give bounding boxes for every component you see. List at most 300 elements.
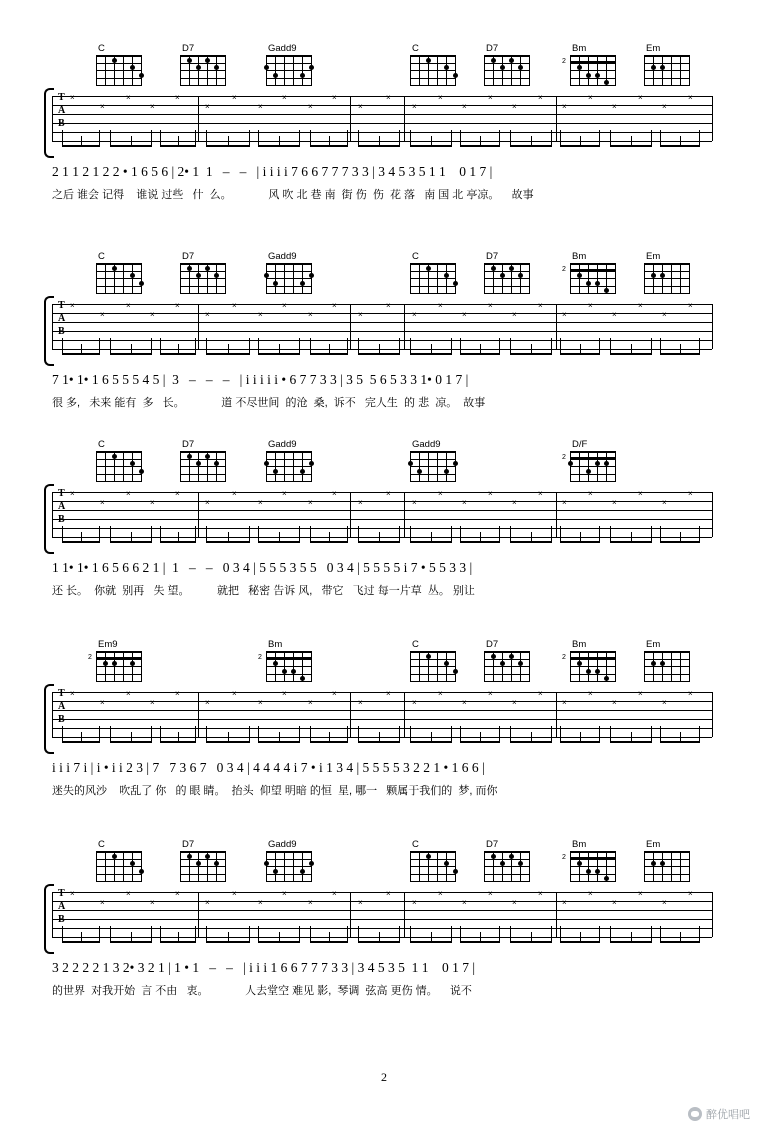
mute-x: × bbox=[438, 689, 443, 698]
chord-dot bbox=[205, 266, 210, 271]
mute-x: × bbox=[386, 301, 391, 310]
fret-number: 2 bbox=[562, 654, 566, 661]
mute-x: × bbox=[282, 301, 287, 310]
chord-dot bbox=[595, 73, 600, 78]
mute-x: × bbox=[232, 489, 237, 498]
fret-number: 2 bbox=[562, 266, 566, 273]
tab-letter: A bbox=[58, 501, 66, 512]
chord-dot bbox=[130, 461, 135, 466]
chord-dot bbox=[586, 869, 591, 874]
mute-x: × bbox=[588, 301, 593, 310]
chord-dot bbox=[595, 461, 600, 466]
mute-x: × bbox=[358, 310, 363, 319]
mute-x: × bbox=[175, 689, 180, 698]
chord-dot bbox=[426, 58, 431, 63]
mute-x: × bbox=[562, 498, 567, 507]
chord-name: D7 bbox=[486, 839, 499, 850]
chord-diagram bbox=[96, 252, 150, 294]
chord-dot bbox=[291, 669, 296, 674]
tab-letter: T bbox=[58, 688, 65, 699]
chord-dot bbox=[426, 266, 431, 271]
chord-dot bbox=[577, 861, 582, 866]
chord-dot bbox=[139, 869, 144, 874]
mute-x: × bbox=[512, 310, 517, 319]
mute-x: × bbox=[386, 93, 391, 102]
chord-diagram bbox=[266, 440, 320, 482]
mute-x: × bbox=[538, 689, 543, 698]
chord-grid bbox=[484, 263, 530, 294]
mute-x: × bbox=[332, 301, 337, 310]
mute-x: × bbox=[232, 689, 237, 698]
chord-dot bbox=[205, 854, 210, 859]
chord-grid bbox=[484, 651, 530, 682]
tab-letter: B bbox=[58, 118, 65, 129]
chord-dot bbox=[130, 661, 135, 666]
mute-x: × bbox=[175, 889, 180, 898]
chord-name: Em9 bbox=[98, 639, 118, 650]
chord-diagram bbox=[644, 840, 698, 882]
mute-x: × bbox=[70, 301, 75, 310]
mute-x: × bbox=[412, 698, 417, 707]
mute-x: × bbox=[512, 102, 517, 111]
mute-x: × bbox=[308, 310, 313, 319]
mute-x: × bbox=[70, 93, 75, 102]
mute-x: × bbox=[688, 689, 693, 698]
fret-number: 2 bbox=[258, 654, 262, 661]
chord-dot bbox=[453, 73, 458, 78]
chord-name: Em bbox=[646, 639, 661, 650]
mute-x: × bbox=[205, 310, 210, 319]
mute-x: × bbox=[258, 498, 263, 507]
numbered-notation: 1 1• 1• 1 6 5 6 6 2 1 | 1 – – 0 3 4 | 5 5 5 3 5 5 0 3 4 | 5 5 5 5 i 7 • 5 5 3 3 | bbox=[52, 560, 473, 575]
chord-dot bbox=[196, 461, 201, 466]
music-system bbox=[0, 439, 768, 597]
chord-dot bbox=[604, 80, 609, 85]
chord-dot bbox=[214, 273, 219, 278]
chord-grid bbox=[644, 55, 690, 86]
chord-name: D/F bbox=[572, 439, 588, 450]
chord-dot bbox=[139, 73, 144, 78]
chord-diagram bbox=[410, 44, 464, 86]
chord-name: C bbox=[98, 439, 105, 450]
tab-staff bbox=[0, 686, 768, 748]
chord-dot bbox=[651, 273, 656, 278]
mute-x: × bbox=[612, 898, 617, 907]
mute-x: × bbox=[412, 898, 417, 907]
mute-x: × bbox=[358, 698, 363, 707]
tab-letter: B bbox=[58, 326, 65, 337]
mute-x: × bbox=[662, 898, 667, 907]
numbered-notation: i i i 7 i | i • i i 2 3 | 7 7 3 6 7 0 3 4 | 4 4 4 4 i 7 • i 1 3 4 | 5 5 5 5 3 2 2 1 • 1 6 6 | bbox=[52, 760, 485, 775]
chord-name: Em bbox=[646, 251, 661, 262]
fret-number: 2 bbox=[562, 854, 566, 861]
mute-x: × bbox=[175, 93, 180, 102]
chord-dot bbox=[417, 469, 422, 474]
chord-row bbox=[0, 252, 768, 298]
chord-grid bbox=[96, 451, 142, 482]
chord-grid bbox=[562, 55, 616, 86]
mute-x: × bbox=[100, 310, 105, 319]
mute-x: × bbox=[150, 102, 155, 111]
chord-dot bbox=[264, 461, 269, 466]
tab-letter: T bbox=[58, 300, 65, 311]
watermark bbox=[688, 1106, 750, 1122]
mute-x: × bbox=[688, 93, 693, 102]
chord-dot bbox=[604, 676, 609, 681]
chord-dot bbox=[112, 854, 117, 859]
chord-dot bbox=[577, 65, 582, 70]
mute-x: × bbox=[588, 889, 593, 898]
chord-dot bbox=[309, 861, 314, 866]
mute-x: × bbox=[688, 489, 693, 498]
chord-dot bbox=[500, 65, 505, 70]
chord-grid bbox=[96, 55, 142, 86]
mute-x: × bbox=[358, 898, 363, 907]
mute-x: × bbox=[562, 898, 567, 907]
tab-staff bbox=[0, 886, 768, 948]
chord-dot bbox=[205, 58, 210, 63]
chord-dot bbox=[500, 661, 505, 666]
mute-x: × bbox=[258, 898, 263, 907]
chord-grid bbox=[266, 263, 312, 294]
tab-letter: B bbox=[58, 914, 65, 925]
lyrics-line: 迷失的风沙 吹乱了 你 的 眼 睛。 抬头 仰望 明暗 的恒 星, 哪一 颗属于我们的 梦, 而你 bbox=[52, 785, 498, 797]
chord-grid bbox=[484, 55, 530, 86]
mute-x: × bbox=[258, 310, 263, 319]
page-number: 2 bbox=[381, 1070, 387, 1084]
chord-name: D7 bbox=[486, 639, 499, 650]
fret-number: 2 bbox=[562, 454, 566, 461]
chord-dot bbox=[444, 469, 449, 474]
chord-grid bbox=[562, 851, 616, 882]
tab-letter: T bbox=[58, 888, 65, 899]
chord-grid bbox=[410, 851, 456, 882]
chord-dot bbox=[300, 869, 305, 874]
mute-x: × bbox=[688, 301, 693, 310]
mute-x: × bbox=[412, 498, 417, 507]
chord-dot bbox=[205, 454, 210, 459]
chord-name: Bm bbox=[268, 639, 283, 650]
chord-dot bbox=[112, 58, 117, 63]
mute-x: × bbox=[538, 889, 543, 898]
mute-x: × bbox=[462, 498, 467, 507]
mute-x: × bbox=[538, 301, 543, 310]
mute-x: × bbox=[126, 689, 131, 698]
mute-x: × bbox=[332, 489, 337, 498]
tab-staff bbox=[0, 486, 768, 548]
mute-x: × bbox=[488, 93, 493, 102]
chord-dot bbox=[426, 854, 431, 859]
chord-dot bbox=[577, 661, 582, 666]
chord-dot bbox=[103, 661, 108, 666]
chord-dot bbox=[500, 861, 505, 866]
chord-diagram bbox=[410, 640, 464, 682]
chord-grid bbox=[266, 851, 312, 882]
chord-dot bbox=[660, 661, 665, 666]
chord-name: Gadd9 bbox=[268, 439, 297, 450]
chord-dot bbox=[491, 266, 496, 271]
chord-dot bbox=[577, 273, 582, 278]
chord-dot bbox=[187, 854, 192, 859]
chord-name: Bm bbox=[572, 839, 587, 850]
chord-grid bbox=[644, 263, 690, 294]
chord-dot bbox=[309, 461, 314, 466]
chord-diagram bbox=[562, 839, 624, 882]
mute-x: × bbox=[175, 301, 180, 310]
chord-name: D7 bbox=[182, 251, 195, 262]
chord-dot bbox=[196, 861, 201, 866]
chord-dot bbox=[130, 273, 135, 278]
chord-dot bbox=[444, 661, 449, 666]
mute-x: × bbox=[205, 498, 210, 507]
chord-diagram bbox=[562, 43, 624, 86]
chord-dot bbox=[214, 65, 219, 70]
chord-dot bbox=[139, 281, 144, 286]
chord-diagram bbox=[266, 840, 320, 882]
chord-diagram bbox=[180, 840, 234, 882]
tab-staff bbox=[0, 298, 768, 360]
chord-dot bbox=[196, 65, 201, 70]
fret-number: 2 bbox=[88, 654, 92, 661]
mute-x: × bbox=[512, 898, 517, 907]
chord-dot bbox=[309, 273, 314, 278]
chord-grid bbox=[88, 651, 142, 682]
chord-name: C bbox=[98, 839, 105, 850]
mute-x: × bbox=[332, 889, 337, 898]
tab-letter: T bbox=[58, 92, 65, 103]
chord-name: D7 bbox=[182, 439, 195, 450]
mute-x: × bbox=[462, 698, 467, 707]
chord-dot bbox=[595, 281, 600, 286]
mute-x: × bbox=[232, 889, 237, 898]
chord-diagram bbox=[562, 639, 624, 682]
chord-name: C bbox=[98, 43, 105, 54]
mute-x: × bbox=[588, 689, 593, 698]
tab-staff bbox=[0, 90, 768, 152]
mute-x: × bbox=[688, 889, 693, 898]
numbered-notation: 2 1 1 2 1 2 2 • 1 6 5 6 | 2• 1 1 – – | i i i i 7 6 6 7 7 7 3 3 | 3 4 5 3 5 1 1 0 1 7 | bbox=[52, 164, 493, 179]
mute-x: × bbox=[175, 489, 180, 498]
chord-diagram bbox=[96, 440, 150, 482]
chord-diagram bbox=[266, 44, 320, 86]
chord-dot bbox=[500, 273, 505, 278]
chord-name: Bm bbox=[572, 251, 587, 262]
mute-x: × bbox=[612, 102, 617, 111]
mute-x: × bbox=[488, 489, 493, 498]
chord-grid bbox=[562, 451, 616, 482]
mute-x: × bbox=[258, 102, 263, 111]
mute-x: × bbox=[150, 698, 155, 707]
mute-x: × bbox=[438, 489, 443, 498]
chord-dot bbox=[604, 461, 609, 466]
mute-x: × bbox=[282, 489, 287, 498]
chord-dot bbox=[309, 65, 314, 70]
mute-x: × bbox=[258, 698, 263, 707]
chord-dot bbox=[214, 861, 219, 866]
chord-diagram bbox=[266, 252, 320, 294]
mute-x: × bbox=[612, 698, 617, 707]
mute-x: × bbox=[205, 898, 210, 907]
chord-dot bbox=[273, 661, 278, 666]
mute-x: × bbox=[488, 301, 493, 310]
chord-diagram bbox=[96, 840, 150, 882]
chord-name: C bbox=[412, 251, 419, 262]
mute-x: × bbox=[588, 93, 593, 102]
chord-dot bbox=[518, 65, 523, 70]
tab-letter: A bbox=[58, 701, 66, 712]
chord-dot bbox=[491, 654, 496, 659]
chord-diagram bbox=[410, 440, 464, 482]
chord-dot bbox=[509, 58, 514, 63]
chord-row bbox=[0, 640, 768, 686]
chord-diagram bbox=[410, 252, 464, 294]
fret-number: 2 bbox=[562, 58, 566, 65]
chord-dot bbox=[453, 281, 458, 286]
mute-x: × bbox=[386, 889, 391, 898]
chord-grid bbox=[410, 451, 456, 482]
chord-dot bbox=[586, 73, 591, 78]
chord-dot bbox=[568, 461, 573, 466]
chord-grid bbox=[410, 263, 456, 294]
chord-row bbox=[0, 440, 768, 486]
chord-name: C bbox=[412, 43, 419, 54]
chord-dot bbox=[300, 676, 305, 681]
chord-dot bbox=[112, 661, 117, 666]
mute-x: × bbox=[538, 489, 543, 498]
chord-name: D7 bbox=[486, 251, 499, 262]
chord-dot bbox=[509, 654, 514, 659]
chord-dot bbox=[273, 281, 278, 286]
mute-x: × bbox=[150, 898, 155, 907]
chord-name: Em bbox=[646, 839, 661, 850]
lyrics-line: 的世界 对我开始 言 不由 衷。 人去堂空 难见 影, 琴调 弦高 更伤 情。 说不 bbox=[52, 985, 472, 997]
mute-x: × bbox=[282, 889, 287, 898]
chord-name: Bm bbox=[572, 639, 587, 650]
chord-dot bbox=[444, 65, 449, 70]
chord-grid bbox=[258, 651, 312, 682]
tab-letter: A bbox=[58, 313, 66, 324]
mute-x: × bbox=[100, 698, 105, 707]
chord-dot bbox=[595, 869, 600, 874]
mute-x: × bbox=[512, 498, 517, 507]
mute-x: × bbox=[126, 301, 131, 310]
chord-grid bbox=[562, 651, 616, 682]
mute-x: × bbox=[100, 102, 105, 111]
chord-diagram bbox=[484, 640, 538, 682]
chord-dot bbox=[130, 861, 135, 866]
mute-x: × bbox=[438, 301, 443, 310]
mute-x: × bbox=[100, 498, 105, 507]
chord-grid bbox=[180, 451, 226, 482]
mute-x: × bbox=[282, 93, 287, 102]
lyrics-line: 很 多, 未来 能有 多 长。 道 不尽世间 的沧 桑, 诉不 完人生 的 悲 凉。 故事 bbox=[52, 397, 486, 409]
mute-x: × bbox=[538, 93, 543, 102]
chord-diagram bbox=[644, 252, 698, 294]
chord-dot bbox=[651, 861, 656, 866]
chord-dot bbox=[586, 281, 591, 286]
mute-x: × bbox=[126, 889, 131, 898]
chord-row bbox=[0, 840, 768, 886]
chord-dot bbox=[187, 266, 192, 271]
chord-diagram bbox=[258, 639, 320, 682]
mute-x: × bbox=[612, 310, 617, 319]
chord-grid bbox=[410, 55, 456, 86]
mute-x: × bbox=[100, 898, 105, 907]
mute-x: × bbox=[358, 102, 363, 111]
chord-name: Gadd9 bbox=[268, 251, 297, 262]
mute-x: × bbox=[232, 93, 237, 102]
chord-diagram bbox=[644, 640, 698, 682]
mute-x: × bbox=[150, 498, 155, 507]
mute-x: × bbox=[308, 698, 313, 707]
chord-diagram bbox=[484, 840, 538, 882]
chord-dot bbox=[264, 273, 269, 278]
mute-x: × bbox=[150, 310, 155, 319]
chord-dot bbox=[130, 65, 135, 70]
chord-dot bbox=[112, 454, 117, 459]
mute-x: × bbox=[488, 889, 493, 898]
chord-dot bbox=[453, 669, 458, 674]
chord-dot bbox=[509, 266, 514, 271]
chord-dot bbox=[214, 461, 219, 466]
mute-x: × bbox=[412, 310, 417, 319]
tab-letter: T bbox=[58, 488, 65, 499]
mute-x: × bbox=[662, 498, 667, 507]
chord-name: Gadd9 bbox=[268, 43, 297, 54]
mute-x: × bbox=[308, 102, 313, 111]
chord-name: C bbox=[412, 639, 419, 650]
chord-grid bbox=[484, 851, 530, 882]
mute-x: × bbox=[462, 898, 467, 907]
mute-x: × bbox=[438, 93, 443, 102]
music-system bbox=[0, 43, 768, 201]
chord-dot bbox=[491, 854, 496, 859]
chord-name: Bm bbox=[572, 43, 587, 54]
tab-letter: A bbox=[58, 901, 66, 912]
chord-dot bbox=[453, 461, 458, 466]
tab-letter: B bbox=[58, 714, 65, 725]
mute-x: × bbox=[232, 301, 237, 310]
mute-x: × bbox=[512, 698, 517, 707]
chord-grid bbox=[180, 851, 226, 882]
mute-x: × bbox=[562, 310, 567, 319]
mute-x: × bbox=[612, 498, 617, 507]
mute-x: × bbox=[662, 698, 667, 707]
mute-x: × bbox=[588, 489, 593, 498]
mute-x: × bbox=[662, 310, 667, 319]
chord-diagram bbox=[484, 252, 538, 294]
mute-x: × bbox=[308, 898, 313, 907]
chord-name: Gadd9 bbox=[412, 439, 441, 450]
mute-x: × bbox=[126, 93, 131, 102]
mute-x: × bbox=[332, 689, 337, 698]
chord-dot bbox=[586, 469, 591, 474]
mute-x: × bbox=[638, 93, 643, 102]
chord-dot bbox=[264, 65, 269, 70]
mute-x: × bbox=[308, 498, 313, 507]
lyrics-line: 还 长。 你就 别再 失 望。 就把 秘密 告诉 风, 带它 飞过 每一片草 丛。 别让 bbox=[52, 585, 475, 597]
chord-grid bbox=[180, 263, 226, 294]
watermark-label: 醉优唱吧 bbox=[706, 1109, 750, 1121]
chord-row bbox=[0, 44, 768, 90]
chord-dot bbox=[300, 281, 305, 286]
chord-dot bbox=[491, 58, 496, 63]
chord-dot bbox=[518, 861, 523, 866]
chord-dot bbox=[112, 266, 117, 271]
mute-x: × bbox=[332, 93, 337, 102]
chord-dot bbox=[282, 669, 287, 674]
chord-diagram bbox=[180, 252, 234, 294]
